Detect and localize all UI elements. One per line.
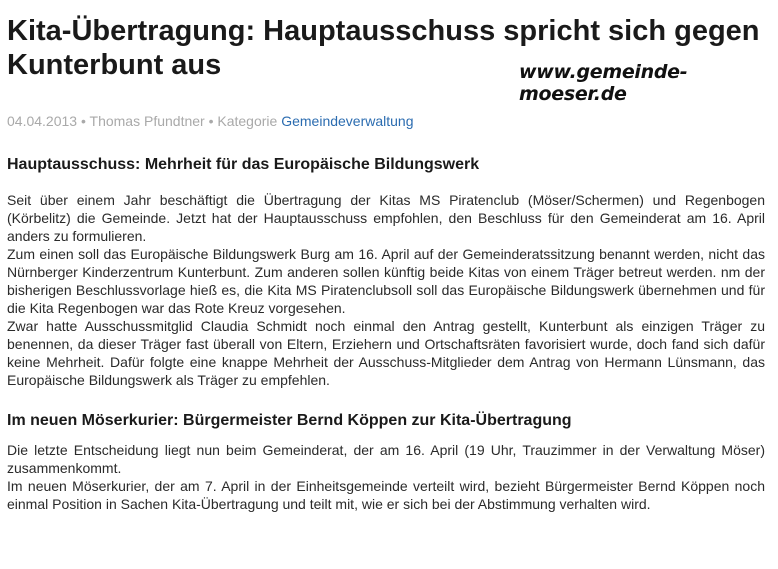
paragraph: Zum einen soll das Europäische Bildungswerk Burg am 16. April auf der Gemeinderatssitzung benannt werden, nicht das Nürnberger Kinderzentrum Kunterbunt. Zum anderen sollen künftig beide Kitas von einem Träger betreut werden. nm der bisherigen Beschlussvorlage hieß es, die Kita MS Piratenclubsoll soll das Europäische Bildungswerk übernehmen und für die Kita Regenbogen war das Rote Kreuz vorgesehen. (7, 246, 765, 316)
article-body (7, 155, 765, 513)
paragraph: Im neuen Möserkurier, der am 7. April in der Einheitsgemeinde verteilt wird, bezieht Bürgermeister Bernd Köppen noch einmal Position in Sachen Kita-Übertragung und teilt mit, wie er sich bei der Abstimmung verhalten wird. (7, 478, 765, 512)
article-meta (7, 113, 414, 129)
category-prefix: Kategorie (217, 113, 282, 129)
paragraph: Die letzte Entscheidung liegt nun beim Gemeinderat, der am 16. April (19 Uhr, Trauzimmer in der Verwaltung Möser) zusammenkommt. (7, 442, 765, 476)
section-heading: Hauptausschuss: Mehrheit für das Europäische Bildungswerk (7, 156, 480, 173)
category-link[interactable]: Gemeindeverwaltung (281, 113, 414, 129)
paragraph: Seit über einem Jahr beschäftigt die Übertragung der Kitas MS Piratenclub (Möser/Schermen) und Regenbogen (Körbelitz) die Gemeinde. Jetzt hat der Hauptausschuss empfohlen, den Beschluss für den Gemeinderat am 16. April anders zu formulieren. (7, 192, 765, 244)
paragraph: Zwar hatte Ausschussmitglid Claudia Schmidt noch einmal den Antrag gestellt, Kunterbunt als einzigen Träger zu benennen, da dieser Träger fast überall von Eltern, Erziehern und Ortschaftsräten favorisiert wurde, doch fand sich dafür keine Mehrheit. Dafür folgte eine knappe Mehrheit der Ausschuss-Mitglieder dem Antrag von Hermann Lünsmann, das Europäische Bildungswerk als Träger zu empfehlen. (7, 318, 765, 388)
section-heading: Im neuen Möserkurier: Bürgermeister Bernd Köppen zur Kita-Übertragung (7, 412, 572, 429)
article-author: Thomas Pfundtner (89, 113, 205, 129)
article-date: 04.04.2013 (7, 113, 78, 129)
meta-separator: • (77, 113, 90, 129)
meta-separator: • (204, 113, 218, 129)
watermark: www.gemeinde-moeser.de (519, 61, 688, 105)
article-title: Kita-Übertragung: Hauptausschuss spricht sich gegen Kunterbunt aus (7, 15, 760, 81)
